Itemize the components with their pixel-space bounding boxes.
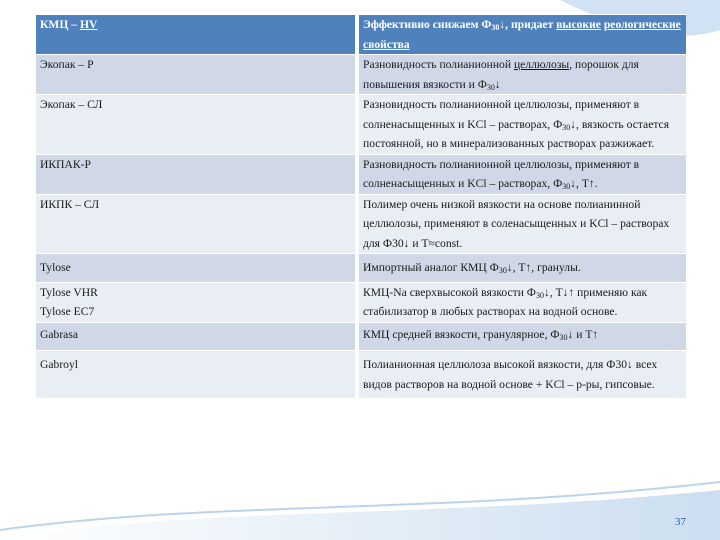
product-description: Полимер очень низкой вязкости на основе полианинной целлюлозы, применяют в соленасыщенных и KCl – растворах для Ф30↓ и Т≈const.	[357, 194, 686, 254]
table-row	[36, 351, 686, 399]
cellulose-link[interactable]: целлюлозы	[513, 58, 570, 71]
hv-link[interactable]: HV	[79, 18, 98, 31]
product-description: Разновидность полианионной целлюлозы, применяют в солненасыщенных и KCl – растворах, $Ф_{30}↓$, Т↑.	[357, 154, 686, 194]
product-name: ИКПК – СЛ	[36, 194, 357, 254]
swoosh-bottom	[0, 490, 720, 540]
table-row	[36, 322, 686, 351]
table-row	[36, 254, 686, 283]
table-header-row	[36, 15, 686, 55]
product-name: Gabroyl	[36, 351, 357, 399]
header-col2: Эффективно снижаем $Ф_{30}↓$, придает высокие реологические свойства	[357, 15, 686, 55]
product-name: Экопак – Р	[36, 55, 357, 95]
product-description: Разновидность полианионной целлюлозы, применяют в солненасыщенных и KCl – растворах, $Ф_{30}↓$, вязкость остается постоянной, но в минерализованных растворах разжижает.	[357, 95, 686, 155]
product-name-line1: Tylose VHR	[40, 285, 98, 299]
table-row	[36, 154, 686, 194]
product-name: ИКПАК-Р	[36, 154, 357, 194]
products-table-wrapper	[36, 14, 686, 399]
table-row	[36, 282, 686, 322]
product-description: Разновидность полианионной целлюлозы, порошок для повышения вязкости и $Ф_{30}↓$	[357, 55, 686, 95]
products-table	[36, 14, 686, 399]
product-name-line2: Tylose EC7	[40, 305, 95, 318]
header-col1: КМЦ – HV	[36, 15, 357, 55]
page-number: 37	[675, 516, 686, 528]
product-name: Gabrasa	[36, 322, 357, 351]
product-description: КМЦ средней вязкости, гранулярное, $Ф_{30}↓$ и Т↑	[357, 322, 686, 351]
header-link-1[interactable]: высокие	[556, 18, 601, 31]
table-row	[36, 55, 686, 95]
product-name	[36, 282, 357, 322]
product-description: Импортный аналог КМЦ $Ф_{30}↓$, Т↑, гранулы.	[357, 254, 686, 283]
product-description: Полианионная целлюлоза высокой вязкости, для Ф30↓ всех видов растворов на водной основе + KCl – р-ры, гипсовые.	[357, 351, 686, 399]
header-link-2[interactable]: реологические свойства	[363, 18, 681, 51]
product-name: Tylose	[36, 254, 357, 283]
table-row	[36, 95, 686, 155]
table-row	[36, 194, 686, 254]
product-description: КМЦ-Na сверхвысокой вязкости $Ф_{30}↓$, Т↓↑ применяю как стабилизатор в любых растворах на водной основе.	[357, 282, 686, 322]
product-name: Экопак – СЛ	[36, 95, 357, 155]
